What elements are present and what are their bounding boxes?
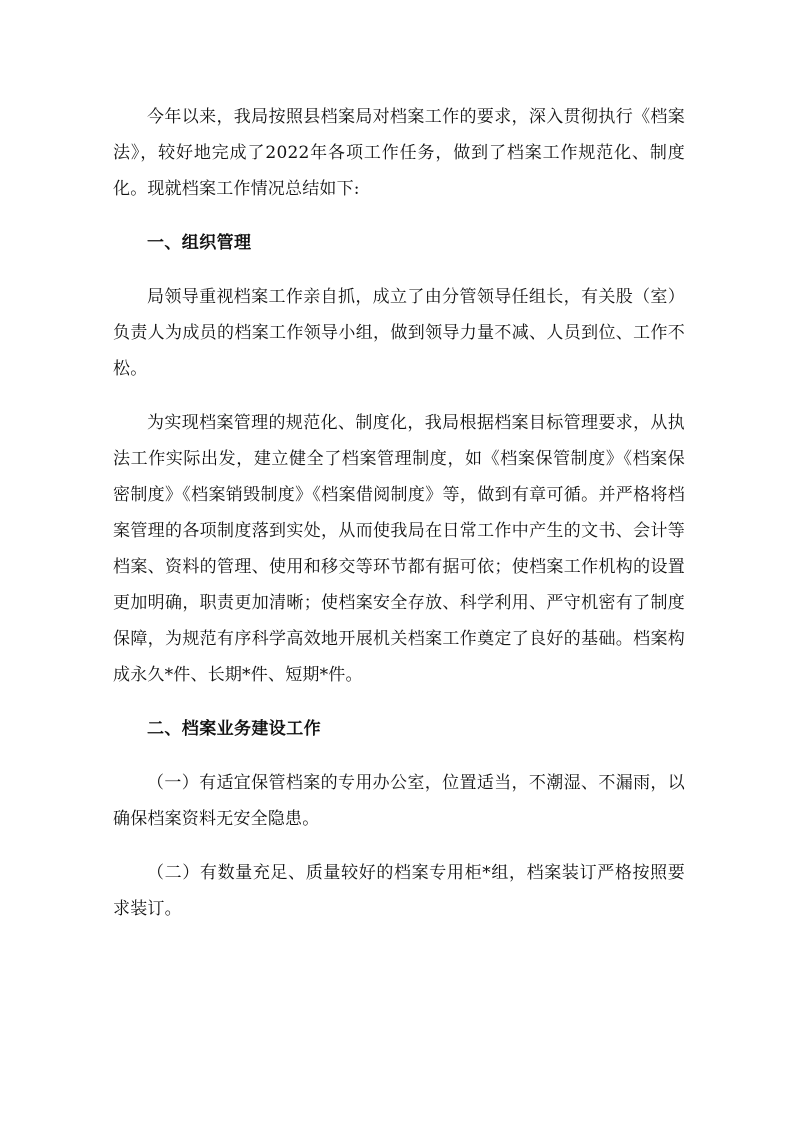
business-item-2: （二）有数量充足、质量较好的档案专用柜*组，档案装订严格按照要求装订。 [113,863,685,919]
paragraph-gap [113,837,685,855]
paragraph-gap [113,747,685,765]
organization-paragraph-2: 为实现档案管理的规范化、制度化，我局根据档案目标管理要求，从执法工作实际出发，建立健全了档案管理制度，如《档案保管制度》《档案保密制度》《档案销毁制度》《档案借阅制度》等，做到有章可循。并严格将档案管理的各项制度落到实处，从而使我局在日常工作中产生的文书、会计等档案、资料的管理、使用和移交等环节都有据可依；使档案工作机构的设置更加明确，职责更加清晰；使档案安全存放、科学利用、严守机密有了制度保障，为规范有序科学高效地开展机关档案工作奠定了良好的基础。档案构成永久*件、长期*件、短期*件。 [113,413,685,685]
intro-paragraph: 今年以来，我局按照县档案局对档案工作的要求，深入贯彻执行《档案法》，较好地完成了2022年各项工作任务，做到了档案工作规范化、制度化。现就档案工作情况总结如下: [113,107,685,199]
paragraph-gap [113,693,685,711]
document-body [113,99,685,927]
organization-paragraph-1: 局领导重视档案工作亲自抓，成立了由分管领导任组长，有关股（室）负责人为成员的档案工作领导小组，做到领导力量不减、人员到位、工作不松。 [113,287,685,379]
paragraph-gap [113,387,685,405]
section-heading-organization: 一、组织管理 [147,233,252,253]
paragraph-gap [113,261,685,279]
paragraph-gap [113,207,685,225]
section-heading-business: 二、档案业务建设工作 [147,719,321,739]
business-item-1: （一）有适宜保管档案的专用办公室，位置适当，不潮湿、不漏雨，以确保档案资料无安全隐患。 [113,773,685,829]
